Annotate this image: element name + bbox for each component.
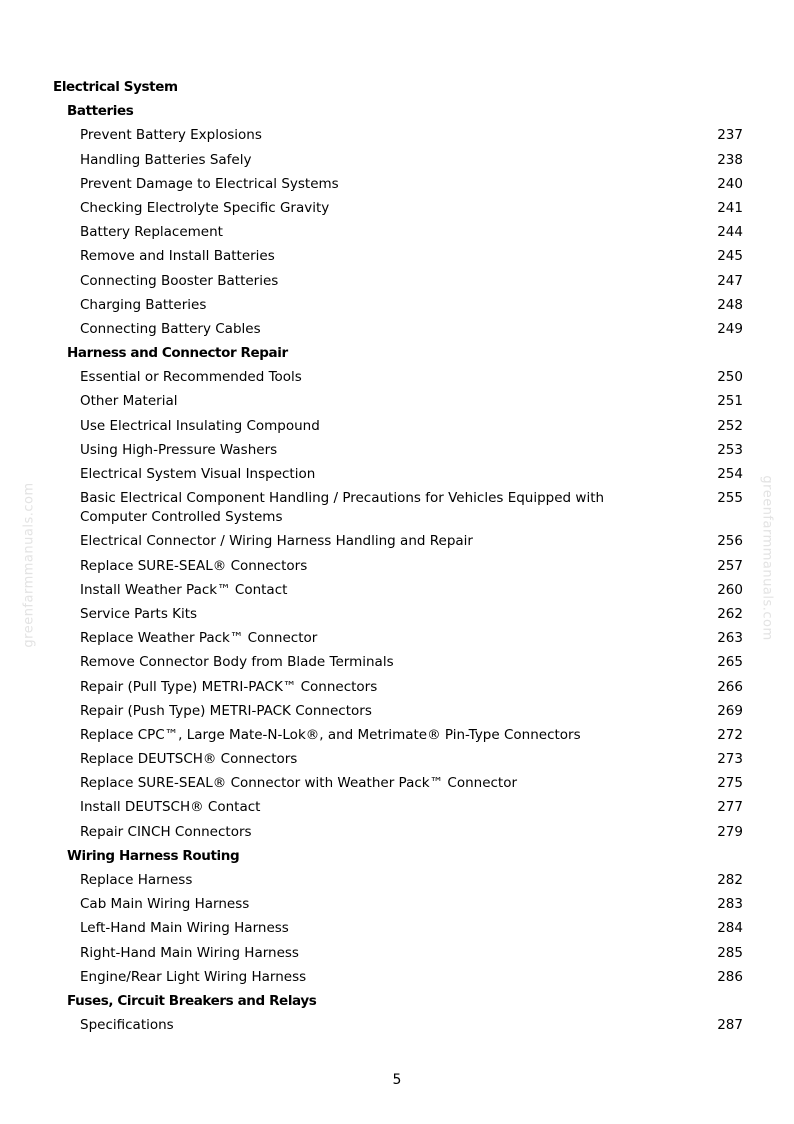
toc-entry-title: Connecting Booster Batteries <box>80 272 279 289</box>
toc-entry-title: Electrical System <box>53 79 178 95</box>
toc-entry-title: Handling Batteries Safely <box>80 151 252 168</box>
toc-entry-title: Left-Hand Main Wiring Harness <box>80 920 289 937</box>
toc-topic[interactable] <box>53 919 743 938</box>
toc-topic[interactable] <box>53 465 743 484</box>
toc-entry-title: Fuses, Circuit Breakers and Relays <box>67 992 317 1009</box>
toc-entry-title: Repair (Pull Type) METRI-PACK™ Connectors <box>80 678 378 695</box>
toc-entry-page: 252 <box>717 417 743 434</box>
toc-entry-page: 247 <box>717 272 743 289</box>
toc-entry-page: 284 <box>717 920 743 937</box>
toc-topic[interactable] <box>53 653 743 672</box>
toc-topic[interactable] <box>53 726 743 745</box>
table-of-contents <box>53 78 743 1040</box>
toc-entry-title: Essential or Recommended Tools <box>80 369 302 386</box>
toc-topic[interactable] <box>53 272 743 291</box>
toc-section <box>53 344 743 363</box>
toc-entry-page: 240 <box>717 175 743 192</box>
toc-entry-page: 279 <box>717 823 743 840</box>
toc-entry-page: 285 <box>717 944 743 961</box>
toc-entry-title: Harness and Connector Repair <box>67 345 288 362</box>
toc-entry-page: 253 <box>717 441 743 458</box>
toc-topic[interactable] <box>53 823 743 842</box>
toc-topic[interactable] <box>53 247 743 266</box>
toc-entry-page: 263 <box>717 630 743 647</box>
toc-entry-title: Use Electrical Insulating Compound <box>80 417 320 434</box>
page-number: 5 <box>392 1072 402 1088</box>
toc-entry-title: Install Weather Pack™ Contact <box>80 581 288 598</box>
toc-entry-page: 275 <box>717 775 743 792</box>
toc-entry-page: 248 <box>717 296 743 313</box>
toc-topic[interactable] <box>53 944 743 963</box>
watermark-left: greenfarmmanuals.com <box>21 482 37 648</box>
watermark-right: greenfarmmanuals.com <box>759 475 775 641</box>
toc-topic[interactable] <box>53 678 743 697</box>
toc-topic[interactable] <box>53 895 743 914</box>
toc-entry-title: Replace SURE-SEAL® Connector with Weather Pack™ Connector <box>80 775 518 792</box>
toc-entry-title: Other Material <box>80 393 178 410</box>
toc-topic[interactable] <box>53 557 743 576</box>
toc-entry-page: 287 <box>717 1017 743 1034</box>
toc-topic[interactable] <box>53 175 743 194</box>
toc-entry-title: Checking Electrolyte Specific Gravity <box>80 199 330 216</box>
toc-topic[interactable] <box>53 629 743 648</box>
toc-entry-title: Cab Main Wiring Harness <box>80 896 250 913</box>
toc-entry-title: Replace DEUTSCH® Connectors <box>80 751 298 768</box>
toc-topic[interactable] <box>53 126 743 145</box>
toc-entry-page: 262 <box>717 605 743 622</box>
toc-entry-page: 286 <box>717 968 743 985</box>
toc-entry-title: Electrical System Visual Inspection <box>80 466 316 482</box>
toc-section <box>53 992 743 1011</box>
toc-entry-page: 244 <box>717 224 743 241</box>
toc-entry-title: Install DEUTSCH® Contact <box>80 799 261 816</box>
toc-chapter <box>53 78 743 97</box>
toc-entry-page: 266 <box>717 678 743 695</box>
toc-entry-title: Electrical Connector / Wiring Harness Handling and Repair <box>80 533 473 550</box>
toc-topic[interactable] <box>53 750 743 769</box>
toc-entry-page: 260 <box>717 581 743 598</box>
toc-topic[interactable] <box>53 489 743 527</box>
toc-entry-title: Service Parts Kits <box>80 605 198 622</box>
toc-topic[interactable] <box>53 605 743 624</box>
toc-entry-page: 256 <box>717 533 743 550</box>
toc-entry-title: Replace CPC™, Large Mate-N-Lok®, and Metrimate® Pin-Type Connectors <box>80 726 581 743</box>
toc-entry-page: 237 <box>717 127 743 144</box>
toc-topic[interactable] <box>53 392 743 411</box>
toc-topic[interactable] <box>53 774 743 793</box>
toc-topic[interactable] <box>53 702 743 721</box>
toc-entry-page: 249 <box>717 320 743 337</box>
toc-entry-title: Repair CINCH Connectors <box>80 823 252 840</box>
toc-entry-page: 273 <box>717 751 743 768</box>
toc-entry-page: 283 <box>717 896 743 913</box>
toc-section <box>53 102 743 121</box>
toc-entry-title: Repair (Push Type) METRI-PACK Connectors <box>80 702 372 719</box>
toc-topic[interactable] <box>53 441 743 460</box>
toc-topic[interactable] <box>53 417 743 436</box>
toc-entry-page: 238 <box>717 151 743 168</box>
toc-topic[interactable] <box>53 581 743 600</box>
toc-entry-title: Using High-Pressure Washers <box>80 441 278 458</box>
toc-entry-page: 255 <box>717 490 743 507</box>
toc-entry-page: 282 <box>717 872 743 888</box>
toc-entry-page: 250 <box>717 369 743 386</box>
toc-entry-title: Replace Weather Pack™ Connector <box>80 630 318 647</box>
toc-entry-page: 245 <box>717 248 743 265</box>
toc-entry-page: 277 <box>717 799 743 816</box>
toc-entry-title: Replace SURE-SEAL® Connectors <box>80 557 308 574</box>
toc-entry-title: Charging Batteries <box>80 296 207 313</box>
toc-entry-title: Prevent Battery Explosions <box>80 127 262 144</box>
toc-entry-title: Specifications <box>80 1017 174 1034</box>
toc-topic[interactable] <box>53 871 743 890</box>
toc-entry-page: 257 <box>717 557 743 574</box>
toc-entry-page: 251 <box>717 393 743 410</box>
toc-entry-page: 241 <box>717 199 743 216</box>
toc-entry-title: Battery Replacement <box>80 224 223 241</box>
toc-entry-title: Wiring Harness Routing <box>67 847 240 864</box>
toc-topic[interactable] <box>53 532 743 551</box>
toc-topic[interactable] <box>53 368 743 387</box>
toc-entry-page: 272 <box>717 726 743 743</box>
toc-entry-page: 269 <box>717 702 743 719</box>
toc-entry-title: Prevent Damage to Electrical Systems <box>80 175 339 192</box>
toc-entry-title: Replace Harness <box>80 872 193 888</box>
toc-entry-title: Connecting Battery Cables <box>80 320 261 337</box>
toc-topic[interactable] <box>53 296 743 315</box>
toc-entry-title: Right-Hand Main Wiring Harness <box>80 944 299 961</box>
toc-topic[interactable] <box>53 151 743 170</box>
toc-topic[interactable] <box>53 223 743 242</box>
toc-topic[interactable] <box>53 1016 743 1035</box>
toc-entry-page: 265 <box>717 654 743 671</box>
toc-section <box>53 847 743 866</box>
toc-entry-title: Basic Electrical Component Handling / Precautions for Vehicles Equipped with Computer Controlled Systems <box>80 490 605 526</box>
toc-entry-title: Batteries <box>67 103 134 120</box>
toc-entry-title: Remove and Install Batteries <box>80 248 275 265</box>
toc-entry-title: Remove Connector Body from Blade Terminals <box>80 654 394 671</box>
toc-entry-title: Engine/Rear Light Wiring Harness <box>80 968 307 985</box>
toc-topic[interactable] <box>53 968 743 987</box>
toc-topic[interactable] <box>53 798 743 817</box>
toc-topic[interactable] <box>53 199 743 218</box>
toc-topic[interactable] <box>53 320 743 339</box>
toc-entry-page: 254 <box>717 466 743 482</box>
